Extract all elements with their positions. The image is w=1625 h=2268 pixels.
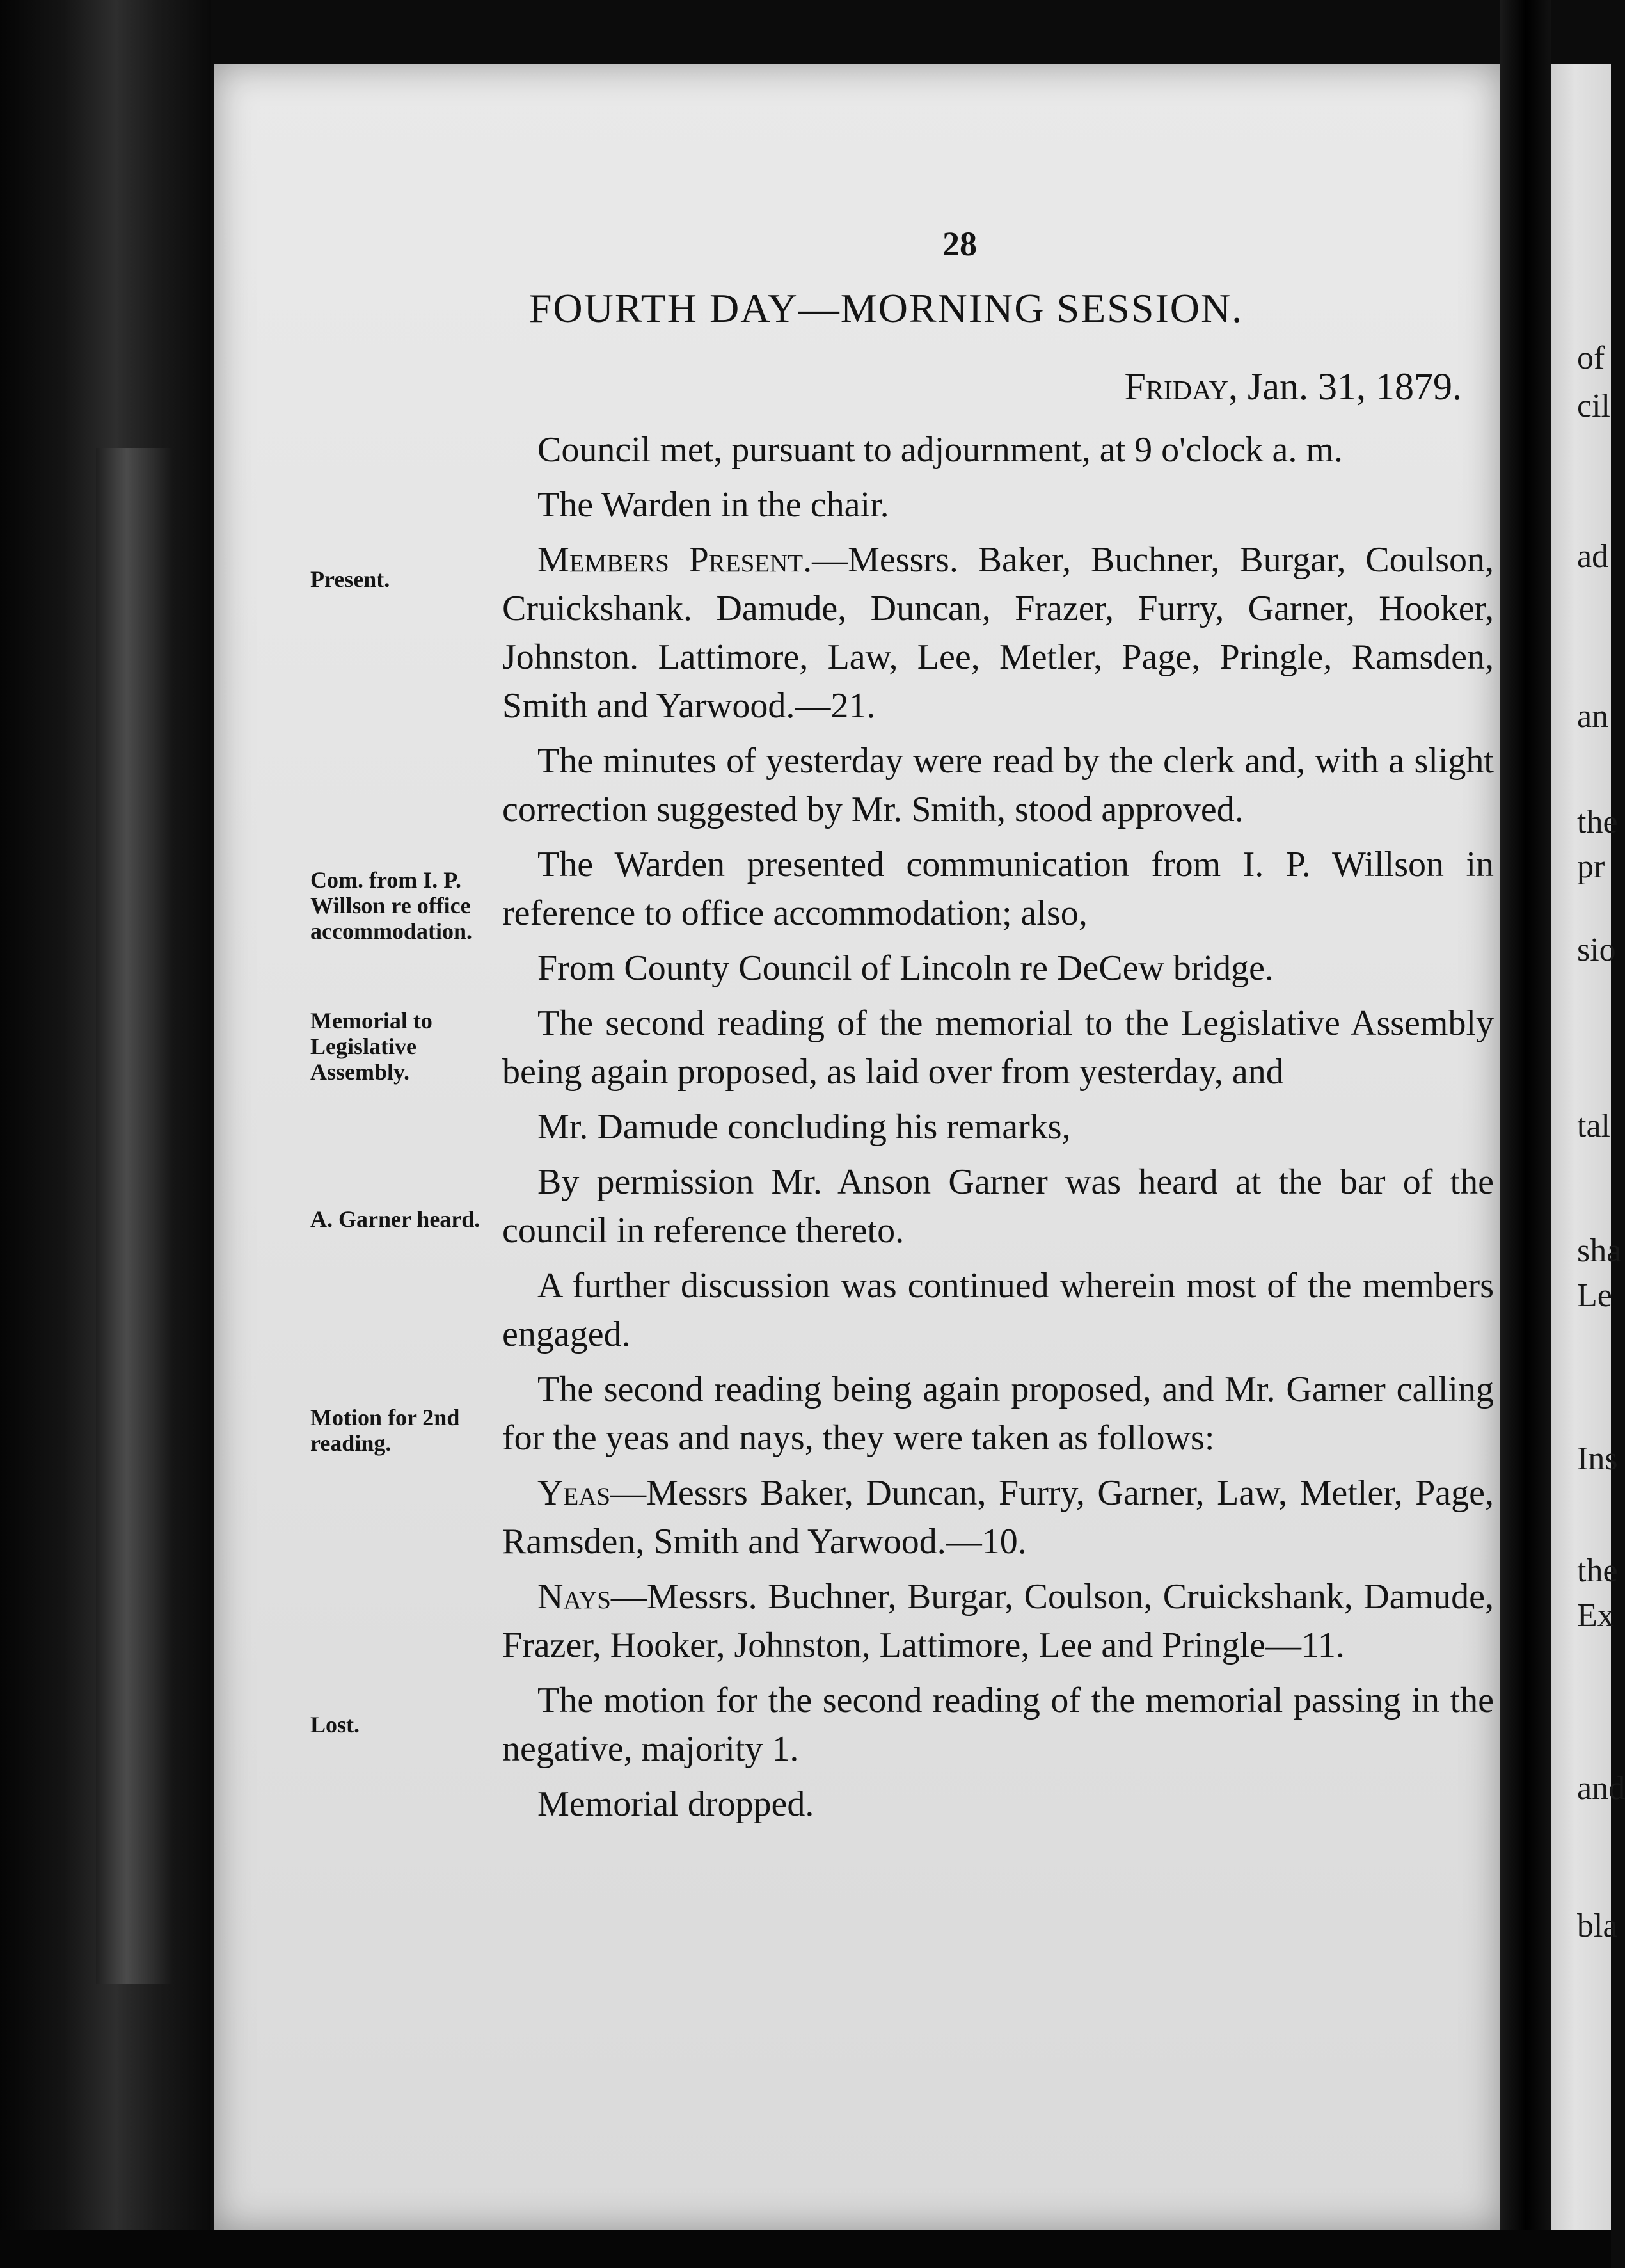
facing-page-fragment: Le [1577, 1277, 1612, 1314]
margin-note-motion: Motion for 2nd reading. [310, 1405, 460, 1456]
paragraph-text: The Warden in the chair. [537, 485, 889, 525]
book-page [214, 64, 1500, 2230]
paragraph-text: A further discussion was continued wherein most of the members engaged. [502, 1266, 1494, 1354]
facing-page-fragment: bla [1577, 1908, 1618, 1944]
paragraph-lead: Nays [537, 1577, 611, 1617]
paragraph-text: —Messrs. Buchner, Burgar, Coulson, Cruickshank, Damude, Frazer, Hooker, Johnston, Lattimore, Lee and Pringle—11. [502, 1577, 1494, 1665]
page-number: 28 [942, 225, 977, 263]
paragraph-text: Council met, pursuant to adjournment, at 9 o'clock a. m. [537, 430, 1343, 470]
facing-page-fragment: cil [1577, 388, 1610, 424]
margin-note-garner: A. Garner heard. [310, 1206, 480, 1232]
paragraph-text: —Messrs. Baker, Buchner, Burgar, Coulson, Cruickshank. Damude, Duncan, Frazer, Furry, Garner, Hooker, Johnston. Lattimore, Law, Lee, Metler, Page, Pringle, Ramsden, Smith and Yarwood.—21. [502, 540, 1494, 726]
paragraph [502, 1158, 1494, 1255]
facing-page-fragment: of [1577, 340, 1605, 376]
paragraph [502, 1261, 1494, 1359]
paragraph-text: The motion for the second reading of the memorial passing in the negative, majority 1. [502, 1681, 1494, 1769]
dateline-date: , Jan. 31, 1879. [1228, 365, 1462, 408]
paragraph-text: Memorial dropped. [537, 1784, 814, 1824]
paragraph-text: Mr. Damude concluding his remarks, [537, 1107, 1071, 1147]
session-heading: FOURTH DAY—MORNING SESSION. [528, 285, 1244, 331]
paragraph [502, 426, 1494, 474]
book-gutter [1500, 0, 1551, 2268]
paragraph [502, 1103, 1494, 1151]
paragraph [502, 944, 1494, 993]
paragraph-text: By permission Mr. Anson Garner was heard at the bar of the council in reference thereto. [502, 1162, 1494, 1250]
paragraph [502, 481, 1494, 529]
facing-page-fragment: sha [1577, 1233, 1622, 1269]
dateline-day: Friday [1124, 365, 1229, 408]
paragraph [502, 1780, 1494, 1828]
paragraph-text: The second reading being again proposed, and Mr. Garner calling for the yeas and nays, they were taken as follows: [502, 1370, 1494, 1458]
facing-page-fragment: and [1577, 1770, 1625, 1807]
facing-page-fragment: tal [1577, 1108, 1610, 1144]
paragraph-text: The Warden presented communication from I. P. Willson in reference to office accommodation; also, [502, 845, 1494, 933]
margin-note-present: Present. [310, 566, 390, 592]
dateline [1125, 365, 1462, 409]
facing-page-fragment: Ins [1577, 1441, 1618, 1477]
paragraph-text: From County Council of Lincoln re DeCew bridge. [537, 948, 1274, 988]
facing-page-fragment: the [1577, 1553, 1618, 1589]
margin-note-communication: Com. from I. P. Willson re office accommodation. [310, 867, 472, 944]
paragraph-lead: Yeas [537, 1473, 611, 1513]
margin-note-lost: Lost. [310, 1712, 360, 1737]
paragraph-text: The second reading of the memorial to the Legislative Assembly being again proposed, as laid over from yesterday, and [502, 1003, 1494, 1092]
facing-page-edge [1551, 64, 1625, 2230]
paragraph [502, 737, 1494, 834]
scan-bottom-border [0, 2230, 1611, 2268]
paragraph [502, 1572, 1494, 1670]
paragraph [502, 1365, 1494, 1462]
paragraph [502, 536, 1494, 730]
facing-page-fragment: ad [1577, 538, 1609, 575]
paragraph [502, 1469, 1494, 1566]
facing-page-fragment: the [1577, 804, 1618, 840]
facing-page-fragment: sio [1577, 932, 1616, 968]
paragraph [502, 999, 1494, 1096]
paragraph-lead: Members Present. [537, 540, 812, 580]
facing-page-fragment: pr [1577, 849, 1605, 885]
facing-page-fragment: Ex [1577, 1597, 1614, 1634]
binding-shadow [96, 448, 173, 1984]
paragraph-text: The minutes of yesterday were read by the clerk and, with a slight correction suggested by Mr. Smith, stood approved. [502, 741, 1494, 829]
margin-note-memorial: Memorial to Legislative Assembly. [310, 1008, 432, 1085]
paragraph-text: —Messrs Baker, Duncan, Furry, Garner, Law, Metler, Page, Ramsden, Smith and Yarwood.—10. [502, 1473, 1494, 1561]
paragraph [502, 1676, 1494, 1773]
facing-page-fragment: an [1577, 698, 1609, 735]
minutes-body [502, 426, 1494, 1835]
paragraph [502, 840, 1494, 938]
